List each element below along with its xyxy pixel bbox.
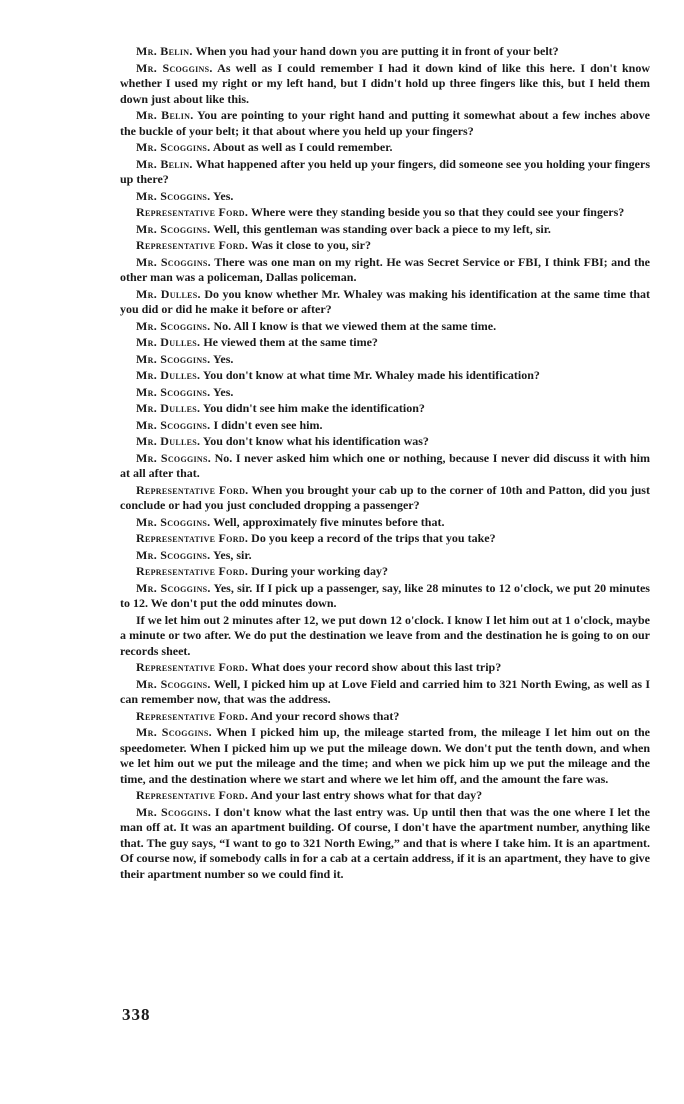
speech-text: What happened after you held up your fingers, did someone see you holding your fingers up there? [120, 156, 651, 186]
speech-text: During your working day? [251, 564, 388, 578]
speaker-name: Mr. Belin. [136, 156, 193, 171]
speech-text: No. All I know is that we viewed them at the same time. [213, 318, 497, 333]
transcript-paragraph [120, 157, 650, 188]
transcript-paragraph [120, 61, 650, 108]
speech-text: Yes. [213, 188, 234, 203]
speaker-name: Mr. Scoggins. [136, 547, 211, 562]
transcript-paragraph [120, 660, 650, 676]
transcript-paragraph [120, 189, 650, 205]
transcript-paragraph [120, 255, 650, 286]
speech-text: When I picked him up, the mileage started from, the mileage I let him out on the speedometer. When I picked him up we put the mileage down. We don't put the tenth down, and when we let him out we put the mileage and the time; and when we pick him up we put the mileage and the time, and the destination where we start and where we let him off, and the amount the fare was. [120, 725, 650, 786]
speech-text: Do you keep a record of the trips that you take? [251, 531, 496, 545]
transcript-paragraph [120, 368, 650, 384]
transcript-paragraph [120, 515, 650, 531]
speaker-name: Representative Ford. [136, 788, 249, 802]
speaker-name: Mr. Scoggins. [136, 580, 211, 595]
transcript-paragraph [120, 222, 650, 238]
speech-text: Yes. [213, 384, 234, 399]
speech-text: Well, I picked him up at Love Field and carried him to 321 North Ewing, as well as I can remember now, that was the address. [120, 676, 650, 706]
transcript-paragraph [120, 788, 650, 804]
transcript-paragraph [120, 564, 650, 580]
transcript-paragraph [120, 319, 650, 335]
transcript-paragraph [120, 418, 650, 434]
speaker-name: Mr. Scoggins. [136, 188, 211, 203]
speech-text: And your record shows that? [250, 708, 400, 723]
speech-text: He viewed them at the same time? [203, 335, 378, 349]
transcript-paragraph [120, 401, 650, 417]
speaker-name: Representative Ford. [136, 660, 249, 674]
speech-text: If we let him out 2 minutes after 12, we put down 12 o'clock. I know I let him out at 1 o'clock, maybe a minute or two after. We do put the destination we leave from and the destination he is going to on our records sheet. [120, 612, 650, 658]
transcript-paragraph [120, 725, 650, 787]
speaker-name: Mr. Dulles. [136, 401, 201, 415]
transcript-paragraph [120, 483, 650, 514]
speaker-name: Mr. Scoggins. [136, 804, 212, 819]
speech-text: When you had your hand down you are putting it in front of your belt? [195, 44, 559, 58]
speaker-name: Mr. Belin. [136, 44, 193, 58]
speaker-name: Representative Ford. [136, 531, 249, 545]
speech-text: You are pointing to your right hand and putting it somewhat about a few inches above the buckle of your belt; it that about where you held up your fingers? [120, 108, 651, 138]
transcript-paragraph [120, 108, 650, 139]
speaker-name: Mr. Scoggins. [136, 514, 211, 529]
speech-text: I don't know what the last entry was. Up until then that was the one where I let the man off at. It was an apartment building. Of course, I don't have the apartment number, anything like that. The guy says, “I want to go to 321 North Ewing,” and that is where I take him. It is an apartment. Of course now, if somebody calls in for a cab at a certain address, if it is an apartment, they have to give their apartment number so we could find it. [120, 804, 650, 881]
speech-text: Was it close to you, sir? [250, 238, 371, 252]
speech-text: Where were they standing beside you so that they could see your fingers? [250, 205, 625, 219]
speaker-name: Mr. Dulles. [136, 286, 201, 301]
speech-text: When you brought your cab up to the corner of 10th and Patton, did you just conclude or had you just concluded dropping a passenger? [120, 482, 650, 512]
speech-text: Yes, sir. [213, 547, 252, 562]
speaker-name: Mr. Scoggins. [136, 140, 211, 154]
transcript-paragraph [120, 709, 650, 725]
transcript-paragraph [120, 44, 650, 60]
speaker-name: Representative Ford. [136, 482, 249, 497]
transcript-paragraph [120, 805, 650, 883]
speaker-name: Representative Ford. [136, 238, 249, 252]
speech-text: Yes. [213, 351, 234, 366]
speaker-name: Mr. Scoggins. [136, 221, 211, 236]
transcript-paragraph [120, 581, 650, 612]
speech-text: Well, approximately five minutes before that. [213, 514, 445, 529]
speech-text: Well, this gentleman was standing over back a piece to my left, sir. [213, 221, 551, 236]
speaker-name: Representative Ford. [136, 205, 249, 219]
transcript-body [120, 44, 650, 882]
page-number: 338 [122, 1005, 151, 1024]
speaker-name: Mr. Scoggins. [136, 384, 211, 399]
transcript-paragraph [120, 335, 650, 351]
transcript-paragraph [120, 205, 650, 221]
speaker-name: Representative Ford. [136, 708, 249, 723]
transcript-paragraph [120, 613, 650, 660]
speaker-name: Mr. Dulles. [136, 335, 201, 349]
speaker-name: Representative Ford. [136, 564, 249, 578]
speech-text: Yes, sir. If I pick up a passenger, say, like 28 minutes to 12 o'clock, we put 20 minutes to 12. We don't put the odd minutes down. [120, 580, 650, 610]
transcript-page [120, 44, 650, 883]
speech-text: Do you know whether Mr. Whaley was making his identification at the same time that you did or did he make it before or after? [120, 286, 651, 316]
speech-text: I didn't even see him. [213, 417, 323, 432]
speech-text: You don't know at what time Mr. Whaley made his identification? [202, 368, 540, 382]
speech-text: You don't know what his identification was? [202, 434, 429, 448]
speaker-name: Mr. Scoggins. [136, 450, 212, 465]
transcript-paragraph [120, 451, 650, 482]
transcript-paragraph [120, 238, 650, 254]
speaker-name: Mr. Scoggins. [136, 417, 211, 432]
speaker-name: Mr. Scoggins. [136, 60, 213, 75]
speaker-name: Mr. Scoggins. [136, 254, 211, 269]
speech-text: What does your record show about this last trip? [250, 660, 502, 674]
transcript-paragraph [120, 677, 650, 708]
speech-text: You didn't see him make the identification? [202, 401, 425, 415]
speech-text: There was one man on my right. He was Secret Service or FBI, I think FBI; and the other man was a policeman, Dallas policeman. [120, 254, 650, 284]
speaker-name: Mr. Scoggins. [136, 676, 211, 691]
speaker-name: Mr. Belin. [136, 108, 194, 122]
transcript-paragraph [120, 531, 650, 547]
speaker-name: Mr. Dulles. [136, 434, 201, 448]
transcript-paragraph [120, 434, 650, 450]
speaker-name: Mr. Scoggins. [136, 318, 211, 333]
transcript-paragraph [120, 140, 650, 156]
transcript-paragraph [120, 287, 650, 318]
speech-text: As well as I could remember I had it down kind of like this here. I don't know whether I used my right or my left hand, but I didn't hold up three fingers like this, but I held them down just about like this. [120, 60, 651, 106]
speech-text: And your last entry shows what for that day? [250, 788, 483, 802]
speaker-name: Mr. Dulles. [136, 368, 201, 382]
speech-text: About as well as I could remember. [212, 140, 393, 154]
speaker-name: Mr. Scoggins. [136, 725, 212, 739]
transcript-paragraph [120, 548, 650, 564]
transcript-paragraph [120, 352, 650, 368]
speech-text: No. I never asked him which one or nothing, because I never did discuss it with him at all after that. [120, 450, 651, 480]
speaker-name: Mr. Scoggins. [136, 351, 211, 366]
transcript-paragraph [120, 385, 650, 401]
